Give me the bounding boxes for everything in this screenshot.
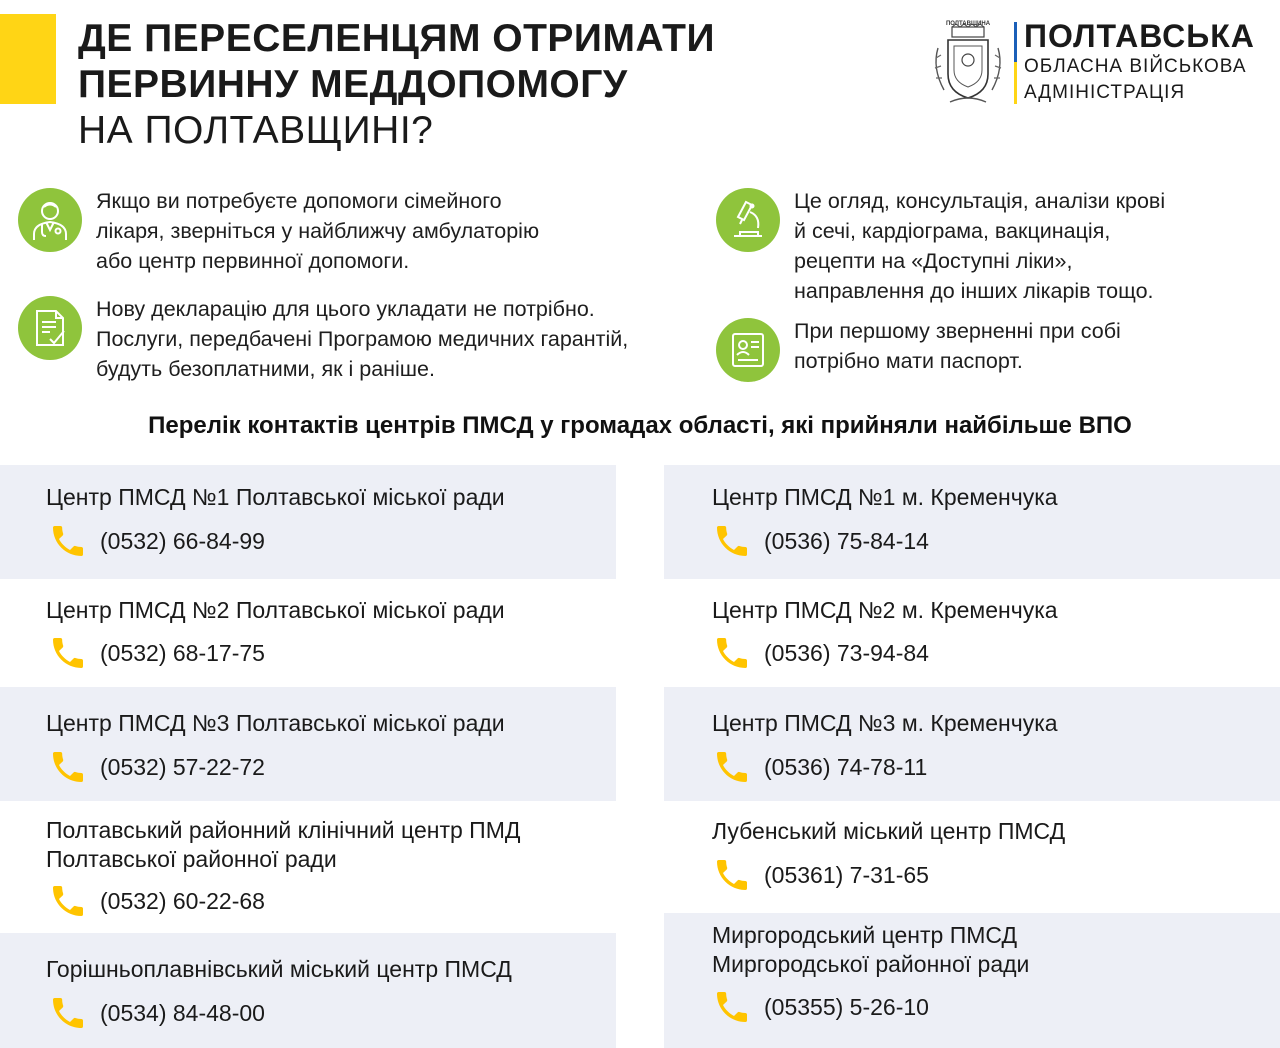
contact-name: Центр ПМСД №1 м. Кременчука: [712, 484, 1058, 510]
contact-name: Центр ПМСД №3 Полтавської міської ради: [46, 710, 505, 736]
contact-card: [664, 801, 1280, 913]
page-title: [78, 16, 715, 154]
contact-phone-row[interactable]: [712, 747, 927, 787]
document-check-icon: [18, 296, 82, 360]
phone-number[interactable]: (0536) 74-78-11: [764, 753, 928, 780]
yellow-accent-bar: [0, 14, 56, 104]
info-block-services: [716, 186, 1165, 306]
contact-card: [664, 465, 1280, 579]
title-line-3: НА ПОЛТАВЩИНІ?: [78, 109, 434, 152]
contact-phone-row[interactable]: [712, 521, 929, 561]
phone-icon: [712, 521, 752, 561]
logo-line-2: ОБЛАСНА ВІЙСЬКОВА: [1024, 56, 1247, 77]
phone-icon: [48, 993, 88, 1033]
contact-phone-row[interactable]: [712, 987, 929, 1027]
logo-separator: [1014, 22, 1017, 104]
info-text-line: направлення до інших лікарів тощо.: [794, 279, 1154, 303]
info-text-line: рецепти на «Доступні ліки»,: [794, 249, 1073, 273]
microscope-icon: [716, 188, 780, 252]
contact-name: Миргородський центр ПМСД: [712, 922, 1018, 948]
info-text-line: Нову декларацію для цього укладати не потрібно.: [96, 297, 595, 321]
contact-card: [0, 687, 616, 801]
phone-number[interactable]: (0536) 73-94-84: [764, 639, 929, 666]
phone-icon: [48, 633, 88, 673]
title-line-1: ДЕ ПЕРЕСЕЛЕНЦЯМ ОТРИМАТИ: [78, 17, 716, 60]
contact-phone-row[interactable]: [48, 633, 265, 673]
info-text-line: потрібно мати паспорт.: [794, 349, 1023, 373]
contacts-heading: Перелік контактів центрів ПМСД у громадах області, які прийняли найбільше ВПО: [148, 412, 1132, 439]
contact-name: Центр ПМСД №2 Полтавської міської ради: [46, 597, 505, 623]
info-text-line: Якщо ви потребуєте допомоги сімейного: [96, 189, 502, 213]
phone-number[interactable]: (0534) 84-48-00: [100, 999, 265, 1026]
contact-phone-row[interactable]: [48, 747, 265, 787]
contact-card: [664, 687, 1280, 801]
logo-line-3: АДМІНІСТРАЦІЯ: [1024, 82, 1186, 103]
contact-card: [0, 465, 616, 579]
logo-line-1: ПОЛТАВСЬКА: [1024, 18, 1255, 54]
phone-number[interactable]: (0532) 57-22-72: [100, 753, 265, 780]
phone-number[interactable]: (0532) 68-17-75: [100, 639, 265, 666]
phone-number[interactable]: (0536) 75-84-14: [764, 527, 929, 554]
info-text-line: лікаря, зверніться у найближчу амбулаторію: [96, 219, 540, 243]
info-text-line: й сечі, кардіограма, вакцинація,: [794, 219, 1111, 243]
info-block-declaration: [18, 294, 628, 384]
contact-name: Полтавської районної ради: [46, 846, 337, 872]
passport-icon: [716, 318, 780, 382]
contact-name: Миргородської районної ради: [712, 951, 1030, 977]
contact-name: Горішньоплавнівський міський центр ПМСД: [46, 956, 512, 982]
contact-name: Полтавський районний клінічний центр ПМД: [46, 817, 521, 843]
info-block-family-doctor: [18, 186, 539, 276]
phone-number[interactable]: (0532) 66-84-99: [100, 527, 265, 554]
info-block-passport: [716, 316, 1121, 382]
info-text-line: При першому зверненні при собі: [794, 319, 1121, 343]
contact-card: [0, 933, 616, 1048]
phone-icon: [48, 747, 88, 787]
title-line-2: ПЕРВИННУ МЕДДОПОМОГУ: [78, 63, 628, 106]
contact-phone-row[interactable]: [712, 855, 929, 895]
contact-phone-row[interactable]: [48, 881, 265, 921]
contact-name: Центр ПМСД №1 Полтавської міської ради: [46, 484, 505, 510]
administration-logo-text: [1024, 18, 1255, 106]
contact-name: Лубенський міський центр ПМСД: [712, 818, 1066, 844]
phone-icon: [712, 633, 752, 673]
info-text-line: Послуги, передбачені Програмою медичних гарантій,: [96, 327, 629, 351]
phone-number[interactable]: (0532) 60-22-68: [100, 887, 265, 914]
contact-card: [664, 913, 1280, 1048]
phone-icon: [712, 855, 752, 895]
contact-name: Центр ПМСД №3 м. Кременчука: [712, 710, 1058, 736]
contact-name: Центр ПМСД №2 м. Кременчука: [712, 597, 1058, 623]
contact-phone-row[interactable]: [48, 521, 265, 561]
contact-phone-row[interactable]: [712, 633, 929, 673]
phone-icon: [48, 881, 88, 921]
poltava-coat-of-arms-icon: [930, 18, 1006, 106]
doctor-icon: [18, 188, 82, 252]
contact-phone-row[interactable]: [48, 993, 265, 1033]
contact-card: [0, 801, 616, 933]
contact-card: [664, 579, 1280, 687]
phone-number[interactable]: (05361) 7-31-65: [764, 861, 929, 888]
phone-icon: [712, 987, 752, 1027]
info-text-line: будуть безоплатними, як і раніше.: [96, 357, 435, 381]
emblem-caption: ПОЛТАВЩИНА: [945, 21, 991, 27]
phone-icon: [48, 521, 88, 561]
contact-card: [0, 579, 616, 687]
phone-icon: [712, 747, 752, 787]
phone-number[interactable]: (05355) 5-26-10: [764, 993, 929, 1020]
info-text-line: Це огляд, консультація, аналізи крові: [794, 189, 1166, 213]
info-text-line: або центр первинної допомоги.: [96, 249, 410, 273]
